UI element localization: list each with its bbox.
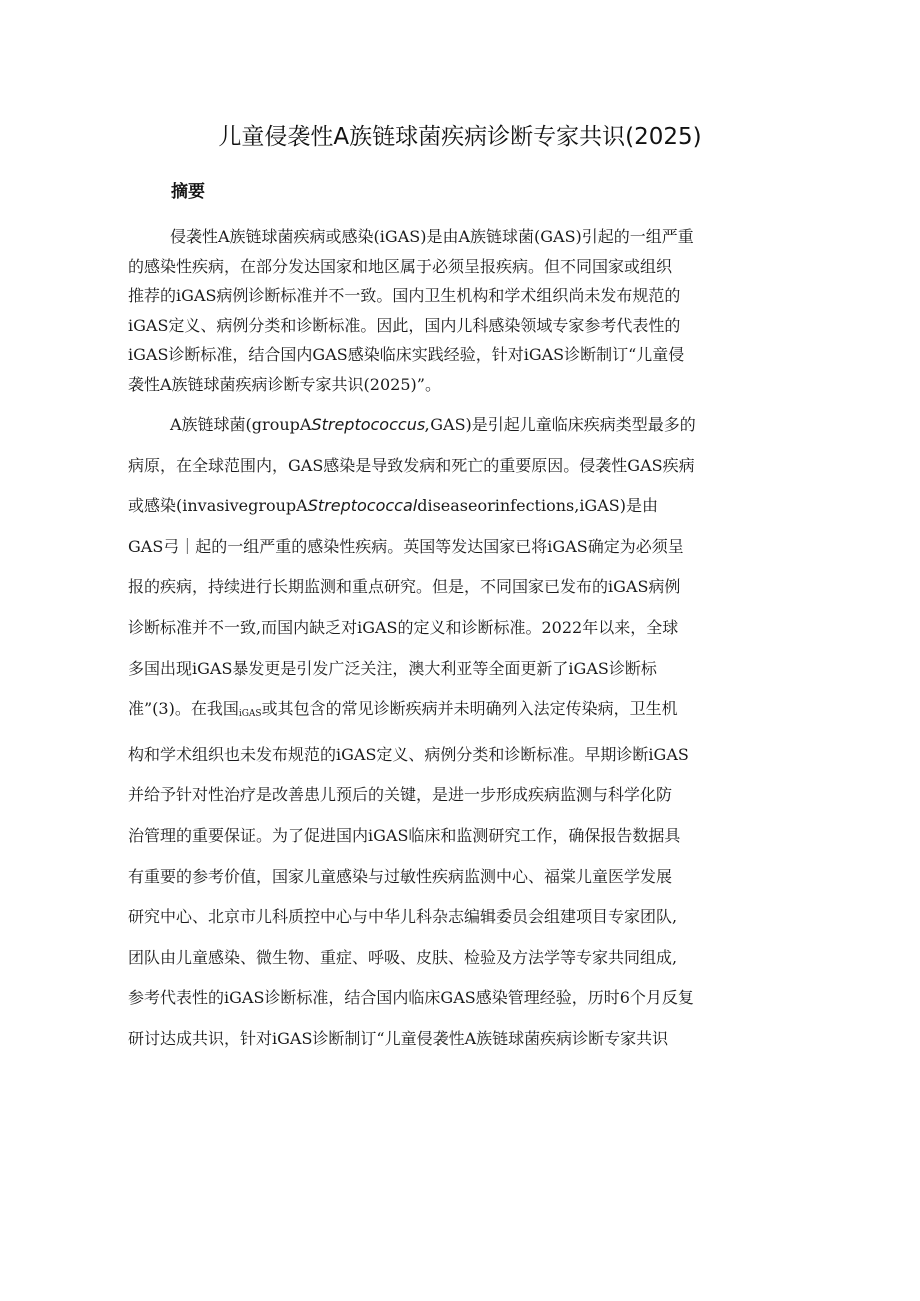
body-paragraph xyxy=(128,405,814,1060)
body-line: 报的疾病，持续进行长期监测和重点研究。但是，不同国家已发布的iGAS病例 xyxy=(128,577,681,597)
body-line: 研讨达成共识，针对iGAS诊断制订“儿童侵袭性A族链球菌疾病诊断专家共识 xyxy=(128,1028,669,1048)
abstract-line: iGAS定义、病例分类和诊断标准。因此，国内儿科感染领域专家参考代表性的 xyxy=(128,315,681,335)
italic-genus: Streptococcal xyxy=(307,496,418,516)
small-abbreviation: iGAS xyxy=(238,709,262,720)
body-text-run: 准”(3)。在我国 xyxy=(128,699,239,719)
body-line: 有重要的参考价值，国家儿童感染与过敏性疾病监测中心、福棠儿童医学发展 xyxy=(128,866,673,886)
body-line: 治管理的重要保证。为了促进国内iGAS临床和监测研究工作，确保报告数据具 xyxy=(128,825,681,845)
abstract-line: 的感染性疾病，在部分发达国家和地区属于必须呈报疾病。但不同国家或组织 xyxy=(128,256,673,276)
body-text-run: 或感染(invasivegroupA xyxy=(128,496,308,516)
body-text-run: GAS)是引起儿童临床疾病类型最多的 xyxy=(430,415,696,434)
abstract-heading: 摘要 xyxy=(171,182,205,202)
body-line: 诊断标准并不一致,而国内缺乏对iGAS的定义和诊断标准。2022年以来，全球 xyxy=(128,617,679,637)
abstract-line: iGAS诊断标准，结合国内GAS感染临床实践经验，针对iGAS诊断制订“儿童侵 xyxy=(128,345,685,364)
body-line: 参考代表性的iGAS诊断标准，结合国内临床GAS感染管理经验，历时6个月反复 xyxy=(128,988,694,1008)
abstract-line: 推荐的iGAS病例诊断标准并不一致。国内卫生机构和学术组织尚未发布规范的 xyxy=(128,286,681,305)
body-line: 并给予针对性治疗是改善患儿预后的关键，是进一步形成疾病监测与科学化防 xyxy=(128,785,673,805)
body-line xyxy=(128,486,814,527)
body-line xyxy=(128,689,814,735)
body-text-run: A族链球菌(groupA xyxy=(170,415,312,434)
body-line: 多国出现iGAS暴发更是引发广泛关注，澳大利亚等全面更新了iGAS诊断标 xyxy=(128,658,657,678)
abstract-paragraph xyxy=(128,222,812,399)
body-line: 构和学术组织也未发布规范的iGAS定义、病例分类和诊断标准。早期诊断iGAS xyxy=(128,744,689,764)
body-text-run: diseaseorinfections,iGAS)是由 xyxy=(417,496,658,516)
abstract-line: 袭性A族链球菌疾病诊断专家共识(2025)”。 xyxy=(128,374,441,394)
body-line: 研究中心、北京市儿科质控中心与中华儿科杂志编辑委员会组建项目专家团队, xyxy=(128,907,678,927)
body-text-run: 或其包含的常见诊断疾病并未明确列入法定传染病，卫生机 xyxy=(261,699,678,719)
body-line: 团队由儿童感染、微生物、重症、呼吸、皮肤、检验及方法学等专家共同组成, xyxy=(128,947,678,967)
body-line xyxy=(128,405,814,446)
abstract-line: 侵袭性A族链球菌疾病或感染(iGAS)是由A族链球菌(GAS)引起的一组严重 xyxy=(170,227,694,246)
body-line: 病原，在全球范围内，GAS感染是导致发病和死亡的重要原因。侵袭性GAS疾病 xyxy=(128,455,695,475)
body-line: GAS弓｜起的一组严重的感染性疾病。英国等发达国家已将iGAS确定为必须呈 xyxy=(128,536,684,556)
italic-genus: Streptococcus, xyxy=(311,415,431,434)
document-title: 儿童侵袭性A族链球菌疾病诊断专家共识(2025) xyxy=(218,124,702,150)
